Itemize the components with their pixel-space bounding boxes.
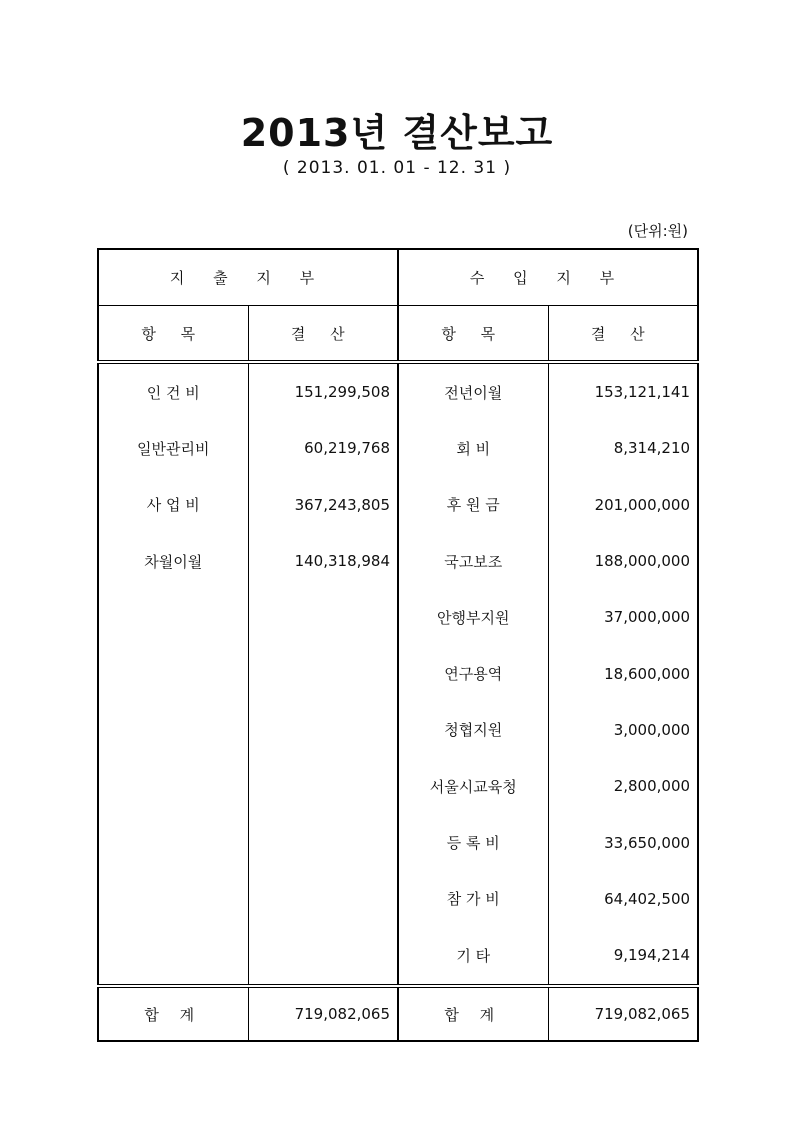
expense-section-header: 지 출 지 부 (98, 249, 398, 306)
income-item-cell: 전년이월 (398, 362, 548, 420)
table-row (98, 927, 698, 983)
expense-item-header: 항 목 (98, 306, 248, 363)
expense-amount-cell (248, 758, 398, 814)
data-rows (98, 362, 698, 986)
expense-item-cell: 인 건 비 (146, 383, 200, 402)
income-amount-cell: 18,600,000 (548, 645, 698, 701)
table-row (98, 702, 698, 758)
income-amount-header: 결 산 (548, 306, 698, 363)
expense-amount-header: 결 산 (248, 306, 398, 363)
income-amount-cell: 9,194,214 (548, 927, 698, 983)
income-item-cell: 서울시교육청 (398, 758, 548, 814)
income-amount-cell: 3,000,000 (548, 702, 698, 758)
income-item-cell: 청협지원 (398, 702, 548, 758)
income-total-label: 합 계 (398, 986, 548, 1041)
table-row (98, 477, 698, 533)
expense-amount-cell (248, 927, 398, 983)
income-amount-cell: 2,800,000 (548, 758, 698, 814)
expense-item-cell (98, 589, 248, 645)
income-amount-cell: 8,314,210 (548, 420, 698, 476)
table-row (98, 645, 698, 701)
income-amount-cell: 201,000,000 (548, 477, 698, 533)
income-item-cell: 참 가 비 (398, 871, 548, 927)
income-item-cell: 안행부지원 (398, 589, 548, 645)
table-row (98, 814, 698, 870)
income-item-cell: 기 타 (398, 927, 548, 983)
table-row (98, 420, 698, 476)
table-row (98, 362, 698, 420)
income-amount-cell: 153,121,141 (548, 362, 698, 420)
expense-item-cell (98, 702, 248, 758)
income-total-amount: 719,082,065 (548, 986, 698, 1041)
section-header-row (98, 249, 698, 306)
expense-item-cell (98, 927, 248, 983)
expense-amount-cell (248, 814, 398, 870)
income-item-cell: 회 비 (398, 420, 548, 476)
expense-item-cell: 사 업 비 (146, 496, 200, 515)
expense-item-cell: 차월이월 (144, 552, 203, 571)
expense-amount-cell (248, 645, 398, 701)
table-row (98, 871, 698, 927)
expense-amount-cell: 367,243,805 (248, 477, 398, 533)
expense-amount-cell (248, 589, 398, 645)
expense-total-label: 합 계 (98, 986, 248, 1041)
table-row (98, 758, 698, 814)
expense-amount-cell (248, 871, 398, 927)
income-amount-cell: 33,650,000 (548, 814, 698, 870)
income-item-cell: 연구용역 (398, 645, 548, 701)
expense-item-cell (98, 871, 248, 927)
expense-amount-cell (248, 702, 398, 758)
expense-item-cell (98, 645, 248, 701)
table-row (98, 533, 698, 589)
expense-amount-cell: 151,299,508 (248, 362, 398, 420)
total-row (98, 986, 698, 1041)
income-item-cell: 국고보조 (398, 533, 548, 589)
expense-amount-cell: 140,318,984 (248, 533, 398, 589)
income-item-header: 항 목 (398, 306, 548, 363)
unit-label: (단위:원) (627, 222, 688, 240)
report-period: ( 2013. 01. 01 - 12. 31 ) (282, 158, 512, 178)
income-amount-cell: 37,000,000 (548, 589, 698, 645)
income-amount-cell: 64,402,500 (548, 871, 698, 927)
income-amount-cell: 188,000,000 (548, 533, 698, 589)
column-header-row (98, 306, 698, 363)
income-section-header: 수 입 지 부 (398, 249, 698, 306)
settlement-table (97, 248, 699, 1042)
income-item-cell: 후 원 금 (398, 477, 548, 533)
expense-item-cell (98, 814, 248, 870)
expense-item-cell: 일반관리비 (137, 439, 210, 458)
expense-total-amount: 719,082,065 (248, 986, 398, 1041)
report-title: 2013년 결산보고 (240, 111, 554, 155)
income-item-cell: 등 록 비 (398, 814, 548, 870)
expense-item-cell (98, 758, 248, 814)
table-row (98, 589, 698, 645)
expense-amount-cell: 60,219,768 (248, 420, 398, 476)
